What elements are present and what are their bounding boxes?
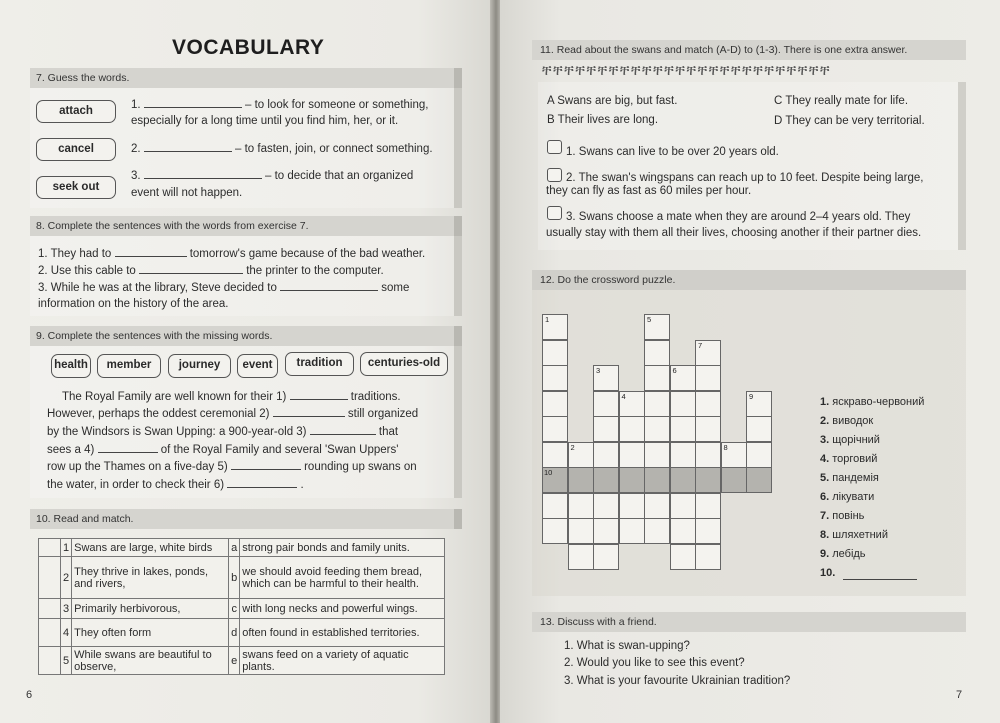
ex11-item-2-line2: they can fly as fast as 60 miles per hour. <box>546 185 752 197</box>
word-seek-out: seek out <box>36 176 116 199</box>
clue-text: лікувати <box>832 491 875 503</box>
ex11-option-c <box>774 95 908 107</box>
row-letter: b <box>229 557 240 599</box>
row-left-text: Swans are large, white birds <box>72 539 229 557</box>
row-number: 5 <box>61 647 72 675</box>
ex9-text-line-2 <box>47 407 418 420</box>
ex13-header: 13. Discuss with a friend. <box>532 612 966 632</box>
clue-number: 3. <box>820 434 833 446</box>
answer-blank[interactable] <box>290 390 348 400</box>
clue-text: торговий <box>832 453 878 465</box>
ex8-sentence-3 <box>38 281 409 294</box>
ex11-item-3: 3. Swans choose a mate when they are around 2–4 years old. They <box>566 211 911 223</box>
clue-number: 1. <box>820 396 833 408</box>
crossword-clue <box>820 491 874 503</box>
ex9-text-line-5 <box>47 460 417 473</box>
crossword-cell-number: 6 <box>672 366 677 375</box>
chip-centuries-old: centuries-old <box>360 352 448 376</box>
option-text: Swans are big, but fast. <box>557 95 678 107</box>
ex8-s3-end: some <box>381 282 410 294</box>
ex13-question-1: 1. What is swan-upping? <box>564 640 690 652</box>
ex13-question-3: 3. What is your favourite Ukrainian tradition? <box>564 675 791 687</box>
crossword-cell[interactable] <box>619 416 645 442</box>
crossword-cell[interactable] <box>619 442 645 468</box>
chip-health: health <box>51 354 91 378</box>
row-left-text: They thrive in lakes, ponds, and rivers, <box>72 557 229 599</box>
answer-blank[interactable] <box>139 264 243 274</box>
answer-blank-clue-10[interactable] <box>843 570 917 580</box>
clue-text: повінь <box>832 510 865 522</box>
answer-blank[interactable] <box>144 169 262 179</box>
ex8-sentence-3-line2: information on the history of the area. <box>38 298 229 310</box>
crossword-cell[interactable] <box>746 442 772 468</box>
row-letter: c <box>229 599 240 619</box>
ex11-item-3-line2: usually stay with them all their lives, choosing another if their partner dies. <box>546 227 922 239</box>
crossword-cell[interactable] <box>593 442 619 468</box>
clue-number: 2. <box>820 415 833 427</box>
answer-checkbox-3[interactable] <box>547 206 562 220</box>
crossword-cell[interactable] <box>721 442 747 468</box>
row-number: 1 <box>61 539 72 557</box>
table-cell <box>39 557 61 599</box>
crossword-cell[interactable] <box>695 518 721 544</box>
crossword-cell[interactable] <box>593 544 619 570</box>
clue-text: щорічний <box>832 434 880 446</box>
answer-blank[interactable] <box>98 443 158 453</box>
crossword-cell[interactable] <box>670 518 696 544</box>
ex7-item-1-num: 1. <box>131 99 141 111</box>
option-text: They can be very territorial. <box>785 115 925 127</box>
crossword-cell[interactable] <box>619 518 645 544</box>
crossword-cell[interactable] <box>695 493 721 519</box>
crossword-cell[interactable] <box>542 314 568 340</box>
clue-text: виводок <box>832 415 874 427</box>
ex8-sentence-2 <box>38 264 384 277</box>
crossword-cell[interactable] <box>644 416 670 442</box>
ex8-s3-start: 3. While he was at the library, Steve decided to <box>38 282 277 294</box>
row-right-text: swans feed on a variety of aquatic plants. <box>240 647 445 675</box>
answer-blank[interactable] <box>115 247 187 257</box>
crossword-clue <box>820 453 877 465</box>
crossword-cell-number: 5 <box>647 315 652 324</box>
ex9-text-line-4 <box>47 443 398 456</box>
ex7-item-1 <box>131 98 428 111</box>
crossword-cell[interactable] <box>644 365 670 391</box>
crossword-cell[interactable] <box>644 518 670 544</box>
ex11-option-a <box>547 95 677 107</box>
decorative-swan-border: ቸቸቸቸቸቸቸቸቸቸቸቸቸቸቸቸቸቸቸቸቸቸቸቸቸቸ <box>542 62 832 78</box>
table-cell <box>39 539 61 557</box>
crossword-cell[interactable] <box>568 467 594 493</box>
row-letter: e <box>229 647 240 675</box>
crossword-cell[interactable] <box>644 314 670 340</box>
clue-text: пандемія <box>832 472 879 484</box>
ex8-s2-start: 2. Use this cable to <box>38 265 136 277</box>
crossword-cell[interactable] <box>695 340 721 366</box>
crossword-cell[interactable] <box>644 340 670 366</box>
ex7-item-1-def: – to look for someone or something, <box>245 99 429 111</box>
ex9-line-4-b: of the Royal Family and several 'Swan Uppers' <box>160 444 399 456</box>
ex7-item-2-def: – to fasten, join, or connect something. <box>235 143 433 155</box>
row-number: 2 <box>61 557 72 599</box>
ex11-header: 11. Read about the swans and match (A-D) to (1-3). There is one extra answer. <box>532 40 966 60</box>
clue-number: 9. <box>820 548 833 560</box>
row-number: 3 <box>61 599 72 619</box>
crossword-cell-number: 7 <box>698 340 703 350</box>
crossword-cell[interactable] <box>746 467 772 493</box>
crossword-cell[interactable] <box>568 442 594 468</box>
crossword-cell[interactable] <box>670 467 696 493</box>
row-letter: a <box>229 539 240 557</box>
chip-event: event <box>237 354 278 378</box>
crossword-cell[interactable] <box>695 365 721 391</box>
crossword-cell[interactable] <box>644 493 670 519</box>
crossword-cell[interactable] <box>568 493 594 519</box>
page-title: VOCABULARY <box>172 36 325 59</box>
crossword-cell[interactable] <box>593 467 619 493</box>
option-letter: A <box>547 95 555 107</box>
crossword-cell[interactable] <box>542 340 568 366</box>
crossword-cell[interactable] <box>593 365 619 391</box>
crossword-cell[interactable] <box>542 391 568 417</box>
page-number-left: 6 <box>26 689 33 701</box>
ex9-header: 9. Complete the sentences with the missing words. <box>30 326 462 346</box>
crossword-cell-number: 4 <box>621 391 626 401</box>
clue-text: лебідь <box>832 548 866 560</box>
ex7-item-1-line2: especially for a long time until you find him, her, or it. <box>131 115 399 127</box>
crossword-cell[interactable] <box>746 391 772 417</box>
crossword-cell[interactable] <box>593 416 619 442</box>
ex9-line-4-a: sees a 4) <box>47 444 95 456</box>
ex9-line-2-b: still organized <box>347 408 419 420</box>
crossword-clue <box>820 434 880 446</box>
answer-blank[interactable] <box>144 98 242 108</box>
crossword-cell[interactable] <box>593 518 619 544</box>
crossword-cell[interactable] <box>542 518 568 544</box>
ex11-option-b <box>547 114 658 126</box>
ex12-header: 12. Do the crossword puzzle. <box>532 270 966 290</box>
crossword-cell[interactable] <box>542 416 568 442</box>
ex9-line-1-b: traditions. <box>350 391 401 403</box>
ex7-item-3-num: 3. <box>131 170 141 182</box>
ex11-item-2: 2. The swan's wingspans can reach up to 10 feet. Despite being large, <box>566 172 924 184</box>
crossword-cell[interactable] <box>695 544 721 570</box>
ex8-s1-end: tomorrow's game because of the bad weather. <box>189 248 426 260</box>
clue-number: 6. <box>820 491 833 503</box>
chip-tradition: tradition <box>285 352 354 376</box>
table-cell <box>39 619 61 647</box>
crossword-cell[interactable] <box>746 416 772 442</box>
crossword-cell-number: 2 <box>570 442 575 452</box>
crossword-cell-number: 3 <box>596 366 601 375</box>
row-left-text: While swans are beautiful to observe, <box>72 647 229 675</box>
crossword-cell[interactable] <box>695 416 721 442</box>
ex8-s1-start: 1. They had to <box>38 248 112 260</box>
ex9-line-3-b: that <box>378 426 399 438</box>
crossword-cell-number: 1 <box>545 315 550 324</box>
ex10-match-table <box>38 538 445 675</box>
option-text: Their lives are long. <box>557 114 659 126</box>
ex11-option-d <box>774 115 925 127</box>
crossword-clue <box>820 472 879 484</box>
crossword-clue <box>820 548 866 560</box>
table-row <box>39 539 445 557</box>
option-letter: C <box>774 95 783 107</box>
crossword-cell[interactable] <box>542 365 568 391</box>
crossword-cell[interactable] <box>593 391 619 417</box>
clue-number: 10. <box>820 567 836 579</box>
crossword-cell[interactable] <box>670 442 696 468</box>
ex8-header: 8. Complete the sentences with the words from exercise 7. <box>30 216 462 236</box>
table-cell <box>39 599 61 619</box>
ex9-line-6-b: . <box>300 479 304 491</box>
option-letter: B <box>547 114 555 126</box>
option-letter: D <box>774 115 783 127</box>
right-page <box>500 0 1000 723</box>
crossword-clue <box>820 529 888 541</box>
crossword-clue <box>820 415 873 427</box>
page-number-right: 7 <box>956 689 963 701</box>
answer-blank[interactable] <box>273 407 345 417</box>
crossword-cell[interactable] <box>619 467 645 493</box>
crossword-cell[interactable] <box>670 493 696 519</box>
chip-member: member <box>97 354 161 378</box>
crossword-cell[interactable] <box>695 467 721 493</box>
chip-journey: journey <box>168 354 231 378</box>
left-page <box>0 0 492 723</box>
crossword-cell[interactable] <box>619 391 645 417</box>
ex9-line-1-a: The Royal Family are well known for their 1) <box>62 391 287 403</box>
ex7-item-2-num: 2. <box>131 143 141 155</box>
ex11-item-1: 1. Swans can live to be over 20 years old. <box>566 146 779 158</box>
ex9-line-5-b: rounding up swans on <box>304 461 417 473</box>
option-text: They really mate for life. <box>785 95 909 107</box>
crossword-cell[interactable] <box>619 493 645 519</box>
ex8-sentence-1 <box>38 247 425 260</box>
ex7-item-3 <box>131 169 413 182</box>
row-letter: d <box>229 619 240 647</box>
ex7-item-3-def: – to decide that an organized <box>265 170 414 182</box>
crossword-cell[interactable] <box>695 442 721 468</box>
word-attach: attach <box>36 100 116 123</box>
crossword-cell[interactable] <box>644 442 670 468</box>
row-right-text: strong pair bonds and family units. <box>240 539 445 557</box>
table-row <box>39 557 445 599</box>
ex9-text-line-3 <box>47 425 398 438</box>
clue-number: 4. <box>820 453 833 465</box>
answer-blank[interactable] <box>280 281 378 291</box>
crossword-cell-number-10: 10 <box>544 468 553 477</box>
table-row <box>39 619 445 647</box>
clue-text: шляхетний <box>832 529 888 541</box>
crossword-cell[interactable] <box>644 467 670 493</box>
ex9-text-line-6 <box>47 478 304 491</box>
clue-number: 7. <box>820 510 833 522</box>
crossword-cell[interactable] <box>695 391 721 417</box>
ex9-line-6-a: the water, in order to check their 6) <box>47 479 225 491</box>
crossword-cell[interactable] <box>670 365 696 391</box>
clue-number: 8. <box>820 529 833 541</box>
row-right-text: we should avoid feeding them bread, which can be harmful to their health. <box>240 557 445 599</box>
table-cell <box>39 647 61 675</box>
ex9-text-line-1 <box>62 390 401 403</box>
ex9-line-3-a: by the Windsors is Swan Upping: a 900-year-old 3) <box>47 426 307 438</box>
crossword-cell-number: 8 <box>723 442 728 452</box>
answer-blank[interactable] <box>144 142 232 152</box>
crossword-cell[interactable] <box>670 416 696 442</box>
row-right-text: with long necks and powerful wings. <box>240 599 445 619</box>
crossword-cell[interactable] <box>721 467 747 493</box>
crossword-cell[interactable] <box>542 493 568 519</box>
answer-blank[interactable] <box>227 478 297 488</box>
crossword-cell-number: 9 <box>749 391 754 401</box>
row-right-text: often found in established territories. <box>240 619 445 647</box>
crossword-cell[interactable] <box>568 518 594 544</box>
crossword-clue <box>820 510 864 522</box>
ex7-item-3-line2: event will not happen. <box>131 187 243 199</box>
crossword-cell[interactable] <box>644 391 670 417</box>
ex11-panel <box>538 82 966 250</box>
crossword-cell[interactable] <box>568 544 594 570</box>
clue-number: 5. <box>820 472 833 484</box>
table-row <box>39 599 445 619</box>
ex7-header: 7. Guess the words. <box>30 68 462 88</box>
ex9-line-5-a: row up the Thames on a five-day 5) <box>47 461 228 473</box>
table-row <box>39 647 445 675</box>
row-number: 4 <box>61 619 72 647</box>
crossword-cell[interactable] <box>593 493 619 519</box>
answer-blank[interactable] <box>310 425 376 435</box>
crossword-clue <box>820 396 924 408</box>
word-cancel: cancel <box>36 138 116 161</box>
row-left-text: Primarily herbivorous, <box>72 599 229 619</box>
ex8-s2-end: the printer to the computer. <box>246 265 384 277</box>
ex10-header: 10. Read and match. <box>30 509 462 529</box>
clue-text: яскраво-червоний <box>832 396 925 408</box>
ex7-item-2 <box>131 142 433 155</box>
crossword-cell[interactable] <box>670 544 696 570</box>
row-left-text: They often form <box>72 619 229 647</box>
answer-checkbox-1[interactable] <box>547 140 562 154</box>
crossword-clue <box>820 567 835 579</box>
crossword-cell[interactable] <box>542 442 568 468</box>
ex9-line-2-a: However, perhaps the oddest ceremonial 2) <box>47 408 270 420</box>
answer-checkbox-2[interactable] <box>547 168 562 182</box>
ex13-question-2: 2. Would you like to see this event? <box>564 657 745 669</box>
crossword-cell[interactable] <box>670 391 696 417</box>
answer-blank[interactable] <box>231 460 301 470</box>
